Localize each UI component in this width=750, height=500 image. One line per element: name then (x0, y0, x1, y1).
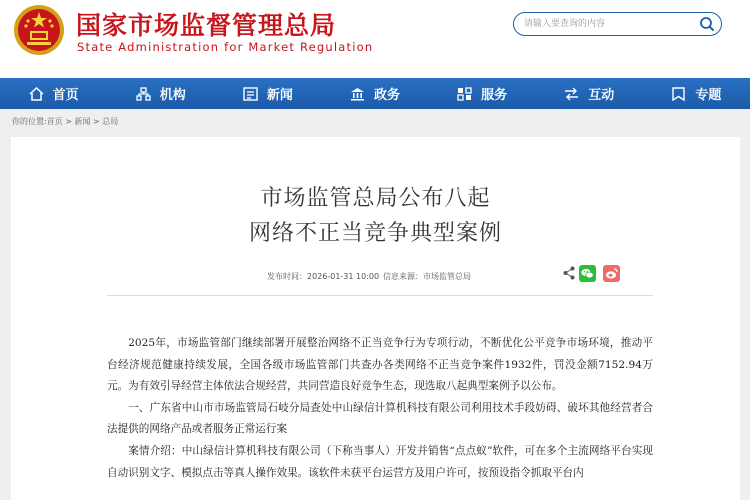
nav-label: 专题 (695, 88, 722, 103)
weibo-icon[interactable] (603, 265, 620, 282)
interaction-icon (564, 87, 579, 101)
article-title-line: 市场监管总局公布八起 (260, 186, 491, 211)
nav-label: 首页 (52, 88, 79, 103)
nav-label: 新闻 (266, 88, 293, 103)
nav-item-interaction[interactable] (536, 78, 643, 109)
search-input[interactable] (524, 16, 694, 32)
nav-item-news[interactable] (214, 78, 321, 109)
national-emblem-logo[interactable] (13, 4, 65, 56)
nav-label: 服务 (481, 88, 508, 103)
topic-icon (671, 87, 686, 101)
nav-label: 互动 (588, 88, 615, 103)
nav-item-topic[interactable] (643, 78, 750, 109)
site-title-english: State Administration for Market Regulation (77, 40, 374, 54)
article-body (107, 333, 653, 484)
share-icon[interactable] (563, 266, 575, 280)
article-card (11, 137, 740, 500)
wechat-icon[interactable] (579, 265, 596, 282)
article-paragraph: 案情介绍：中山绿信计算机科技有限公司（下称当事人）开发并销售“点点蚁”软件，可在多个主流网络平台实现自动识别文字、模拟点击等真人操作效果。该软件未获平台运营方及用户许可，按预设指令抓取平台内 (107, 444, 653, 479)
site-header (0, 0, 750, 78)
service-icon (457, 87, 472, 101)
main-nav (0, 78, 750, 109)
nav-item-service[interactable] (429, 78, 536, 109)
article-paragraph: 一、广东省中山市市场监管局石岐分局查处中山绿信计算机科技有限公司利用技术手段妨碍、破坏其他经营者合法提供的网络产品或者服务正常运行案 (107, 401, 653, 436)
search-icon[interactable] (699, 16, 715, 32)
nav-item-home[interactable] (0, 78, 107, 109)
government-icon (350, 87, 365, 101)
nav-label: 机构 (159, 88, 186, 103)
search-box (513, 12, 722, 36)
publish-date: 发布时间：2026-01-31 10:00 (267, 272, 380, 281)
nav-item-structure[interactable] (107, 78, 214, 109)
article-paragraph: 2025年，市场监管部门继续部署开展整治网络不正当竞争行为专项行动，不断优化公平竞争市场环境，推动平台经济规范健康持续发展，全国各级市场监管部门共查办各类网络不正当竞争案件1932件，罚没金额7152.94万元。为有效引导经营主体依法合规经营，共同营造良好竞争生态，现选取八起典型案例予以公布。 (107, 337, 653, 393)
divider (107, 295, 653, 296)
info-source: 信息来源：市场监管总局 (383, 272, 471, 281)
structure-icon (136, 87, 151, 101)
breadcrumb[interactable]: 你的位置:首页 > 新闻 > 总局 (12, 117, 119, 126)
nav-item-government[interactable] (321, 78, 428, 109)
site-title[interactable]: 国家市场监督管理总局 (76, 11, 337, 40)
home-icon (29, 87, 44, 101)
news-icon (243, 87, 258, 101)
article-title-line: 网络不正当竞争典型案例 (248, 221, 502, 246)
article-title (11, 181, 740, 251)
nav-label: 政务 (373, 88, 400, 103)
